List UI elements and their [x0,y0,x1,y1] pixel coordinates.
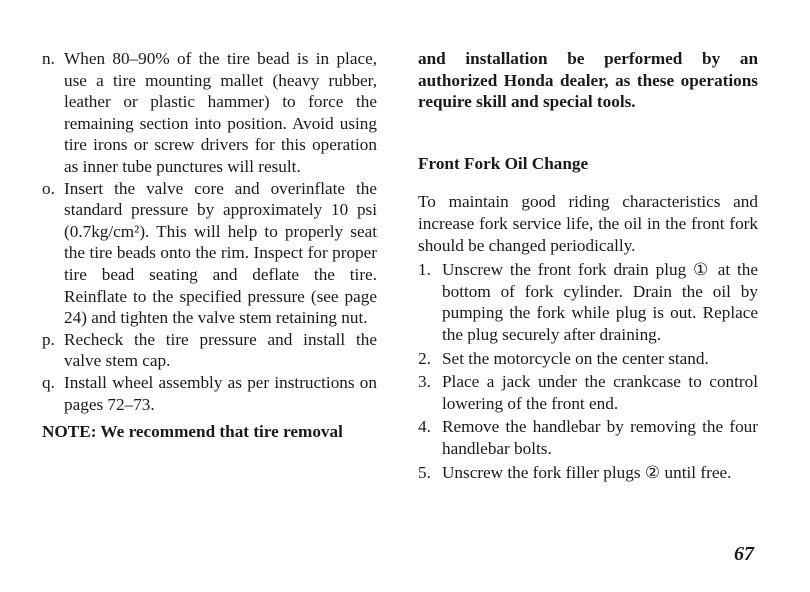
item-text: When 80–90% of the tire bead is in place, use a tire mounting mallet (heavy rubber, leather or plastic hammer) to force the remaining section into position. Avoid using tire irons or screw drivers for this operation as inner tube punctures will result. [64,49,377,176]
step-text: Unscrew the front fork drain plug ① at the bottom of fork cylinder. Drain the oil by pumping the fork while plug is out. Replace the plug securely after draining. [442,260,758,344]
step-marker: 1. [418,260,431,280]
list-item-p [42,329,377,372]
item-marker: o. [42,178,55,198]
step-marker: 3. [418,372,431,392]
step-marker: 5. [418,462,431,482]
list-item-n [42,48,377,178]
page-number: 67 [734,543,754,565]
step-marker: 4. [418,417,431,437]
step-5 [418,462,758,484]
right-column [418,48,758,485]
left-column [42,48,377,460]
intro-paragraph: To maintain good riding characteristics and increase fork service life, the oil in the front fork should be changed periodically. [418,192,758,255]
item-text: Install wheel assembly as per instructions on pages 72–73. [64,372,377,414]
list-item-o [42,178,377,329]
step-1 [418,259,758,345]
item-marker: n. [42,49,55,68]
item-text: Recheck the tire pressure and install the valve stem cap. [64,329,377,371]
step-2 [418,348,758,370]
section-heading: Front Fork Oil Change [418,153,589,173]
note-text: NOTE: We recommend that tire removal [42,422,343,442]
step-text: Unscrew the fork filler plugs ② until free. [442,462,732,482]
step-4 [418,416,758,459]
step-text: Place a jack under the crankcase to control lowering of the front end. [442,372,758,413]
item-marker: q. [42,372,55,392]
step-marker: 2. [418,348,431,368]
item-text: Insert the valve core and overinflate the standard pressure by approximately 10 psi (0.7kg/cm²). This will help to properly seat the tire beads onto the rim. Inspect for proper tire bead seating and deflate the tire. Reinflate to the specified pressure (see page 24) and tighten the valve stem retaining nut. [64,178,377,328]
list-item-q [42,372,377,415]
step-text: Set the motorcycle on the center stand. [442,348,709,368]
step-3 [418,371,758,414]
step-text: Remove the handlebar by removing the four handlebar bolts. [442,417,758,458]
item-marker: p. [42,329,55,349]
note-continued: and installation be performed by an authorized Honda dealer, as these operations require skill and special tools. [418,49,758,112]
